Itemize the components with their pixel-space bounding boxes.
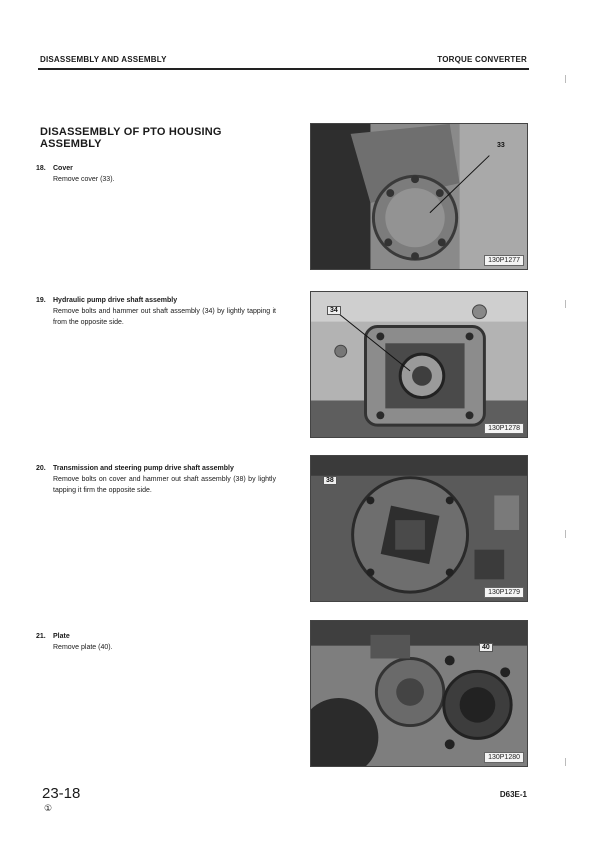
page-number: 23-18 <box>42 785 81 802</box>
photo-hydraulic-pump-shaft <box>310 291 528 438</box>
step-heading: Cover <box>53 165 73 172</box>
callout-label: 33 <box>497 142 505 149</box>
photo-code: 130P1280 <box>484 752 524 763</box>
step-number: 21. <box>36 633 46 640</box>
step-21 <box>36 631 276 653</box>
running-header-right: TORQUE CONVERTER <box>437 55 527 64</box>
callout-label: 40 <box>479 643 493 652</box>
step-text: Remove plate (40). <box>53 644 113 651</box>
step-20 <box>36 463 276 496</box>
photo-plate-image <box>311 621 527 766</box>
step-heading: Hydraulic pump drive shaft assembly <box>53 297 178 304</box>
photo-cover <box>310 123 528 270</box>
section-title: DISASSEMBLY OF PTO HOUSING ASSEMBLY <box>40 126 222 150</box>
step-number: 20. <box>36 465 46 472</box>
step-19 <box>36 295 276 328</box>
scan-mark <box>565 530 566 538</box>
photo-code: 130P1279 <box>484 587 524 598</box>
photo-code: 130P1277 <box>484 255 524 266</box>
photo-hydraulic-pump-shaft-image <box>311 292 527 437</box>
step-text: Remove bolts and hammer out shaft assembly (34) by lightly tapping it from the opposite side. <box>53 308 276 326</box>
scan-mark <box>565 75 566 83</box>
photo-code: 130P1278 <box>484 423 524 434</box>
step-heading: Plate <box>53 633 70 640</box>
step-text: Remove bolts on cover and hammer out shaft assembly (38) by lightly tapping it firm the opposite side. <box>53 476 276 494</box>
step-heading: Transmission and steering pump drive shaft assembly <box>53 465 234 472</box>
callout-label: 34 <box>327 306 341 315</box>
step-number: 18. <box>36 165 46 172</box>
step-18 <box>36 163 276 185</box>
step-text: Remove cover (33). <box>53 176 115 183</box>
model-code: D63E-1 <box>499 790 527 799</box>
header-rule <box>38 68 529 70</box>
photo-transmission-pump-shaft <box>310 455 528 602</box>
photo-transmission-pump-shaft-image <box>311 456 527 601</box>
scan-mark <box>565 300 566 308</box>
photo-plate <box>310 620 528 767</box>
revision-mark: ① <box>44 803 53 813</box>
step-number: 19. <box>36 297 46 304</box>
running-header-left: DISASSEMBLY AND ASSEMBLY <box>40 55 167 64</box>
scan-mark <box>565 758 566 766</box>
callout-label: 38 <box>323 476 337 485</box>
